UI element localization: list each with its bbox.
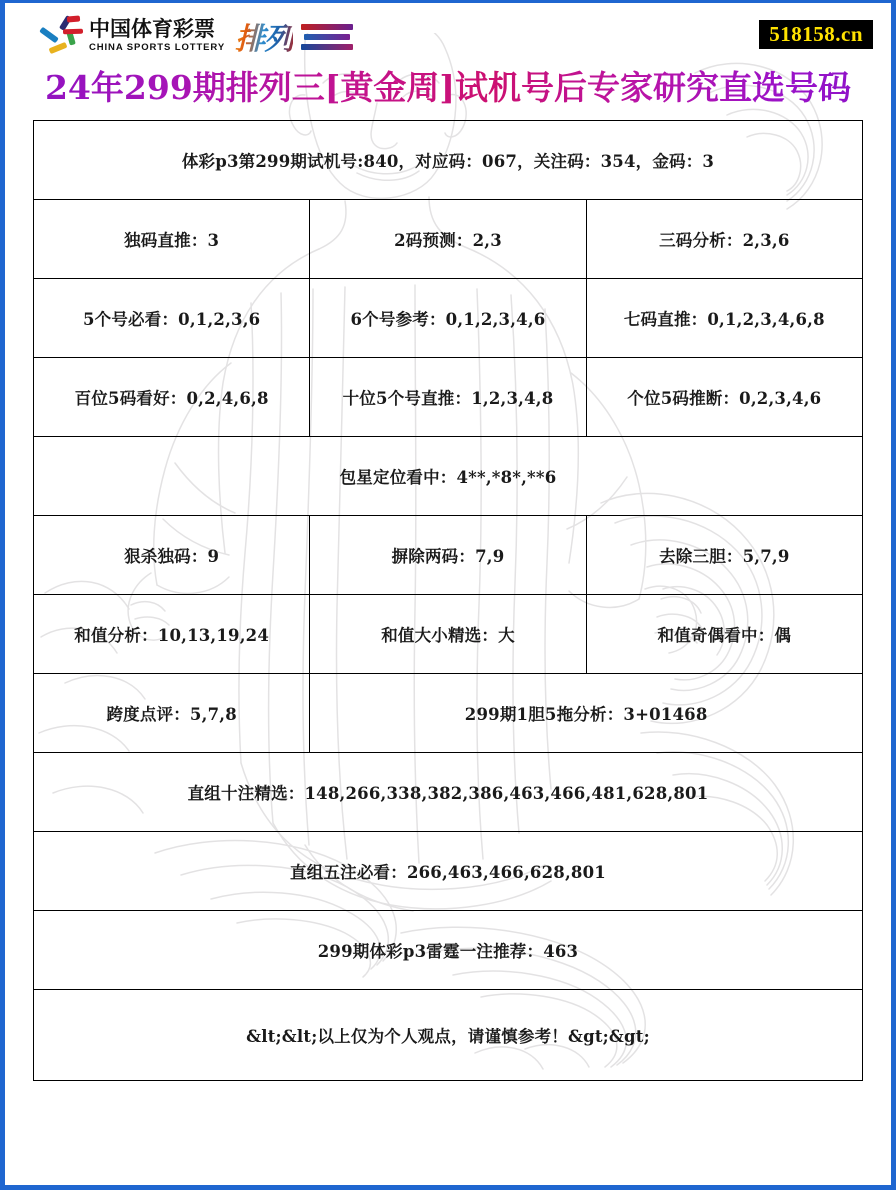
logo-three-bars-icon — [301, 24, 353, 50]
table-cell: 2码预测：2,3 — [310, 200, 586, 279]
prediction-table — [33, 120, 863, 1081]
table-row — [34, 358, 863, 437]
lottery-emblem-icon — [37, 15, 83, 57]
table-cell: 七码直推：0,1,2,3,4,6,8 — [586, 279, 862, 358]
table-cell: 体彩p3第299期试机号:840，对应码：067，关注码：354，金码：3 — [34, 121, 863, 200]
table-cell: 5个号必看：0,1,2,3,6 — [34, 279, 310, 358]
table-row — [34, 200, 863, 279]
table-cell: 去除三胆：5,7,9 — [586, 516, 862, 595]
table-row — [34, 121, 863, 200]
china-sports-lottery-logo — [37, 13, 353, 59]
logo-title-en: CHINA SPORTS LOTTERY — [89, 42, 226, 54]
table-cell: 独码直推：3 — [34, 200, 310, 279]
table-row — [34, 595, 863, 674]
table-cell: 299期体彩p3雷霆一注推荐：463 — [34, 911, 863, 990]
table-cell: 直组五注必看：266,463,466,628,801 — [34, 832, 863, 911]
table-cell: 百位5码看好：0,2,4,6,8 — [34, 358, 310, 437]
table-cell: 十位5个号直推：1,2,3,4,8 — [310, 358, 586, 437]
page-header — [5, 3, 891, 65]
logo-title-cn: 中国体育彩票 — [89, 17, 215, 42]
table-row — [34, 911, 863, 990]
page-title: 24年299期排列三[黄金周]试机号后专家研究直选号码 — [5, 67, 891, 108]
table-cell: 和值分析：10,13,19,24 — [34, 595, 310, 674]
table-cell: &lt;&lt;以上仅为个人观点，请谨慎参考！&gt;&gt; — [34, 990, 863, 1081]
table-cell: 个位5码推断：0,2,3,4,6 — [586, 358, 862, 437]
table-row — [34, 279, 863, 358]
site-watermark-badge: 518158.cn — [759, 20, 873, 49]
table-row — [34, 753, 863, 832]
table-cell: 直组十注精选：148,266,338,382,386,463,466,481,628,801 — [34, 753, 863, 832]
table-cell: 6个号参考：0,1,2,3,4,6 — [310, 279, 586, 358]
logo-wordmark — [89, 19, 225, 53]
table-cell: 299期1胆5拖分析：3+01468 — [310, 674, 863, 753]
table-cell: 狠杀独码：9 — [34, 516, 310, 595]
table-cell: 三码分析：2,3,6 — [586, 200, 862, 279]
table-row — [34, 990, 863, 1081]
table-row — [34, 437, 863, 516]
table-row — [34, 516, 863, 595]
table-row — [34, 832, 863, 911]
table-cell: 摒除两码：7,9 — [310, 516, 586, 595]
table-cell: 和值大小精选：大 — [310, 595, 586, 674]
table-row — [34, 674, 863, 753]
table-cell: 和值奇偶看中：偶 — [586, 595, 862, 674]
logo-game-name: 排列 — [235, 14, 293, 58]
prediction-table-wrapper — [33, 120, 863, 1081]
table-cell: 跨度点评：5,7,8 — [34, 674, 310, 753]
table-cell: 包星定位看中：4**,*8*,**6 — [34, 437, 863, 516]
